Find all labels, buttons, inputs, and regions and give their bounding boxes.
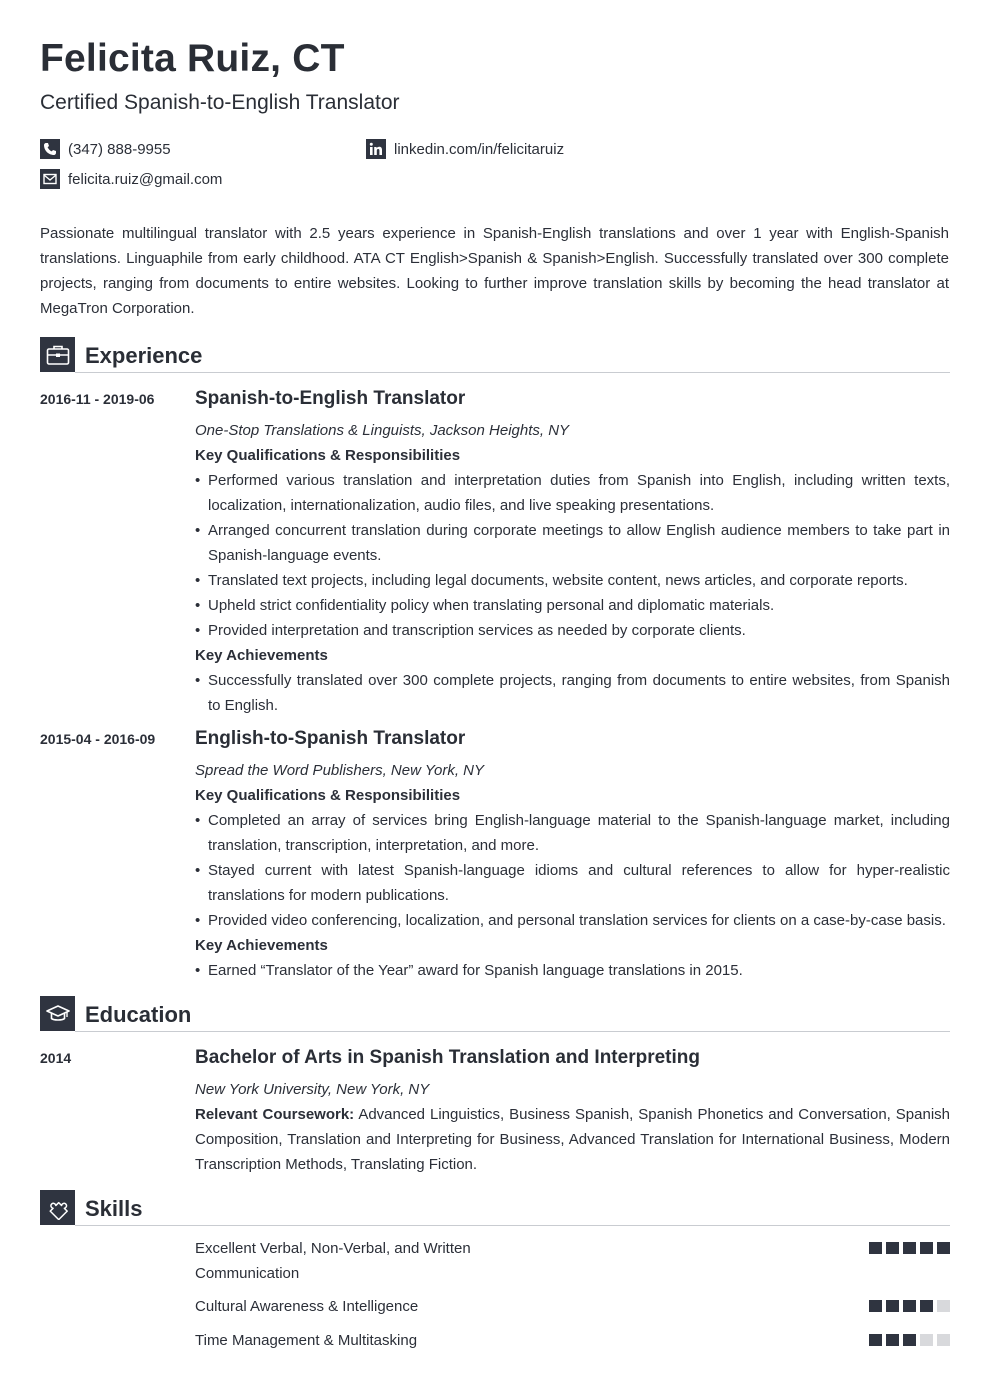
list-item: • Translated text projects, including legal documents, website content, news articles, and corporate reports. xyxy=(195,568,950,593)
list-item: • Completed an array of services bring English-language material to the Spanish-language market, including translation, transcription, interpretation, and more. xyxy=(195,808,950,858)
email-icon xyxy=(40,169,60,189)
linkedin-icon xyxy=(366,139,386,159)
rating-dot-filled xyxy=(903,1242,916,1254)
skills-section-title: Skills xyxy=(85,1196,143,1221)
experience-section-title: Experience xyxy=(85,343,203,368)
list-item: • Upheld strict confidentiality policy when translating personal and diplomatic materials. xyxy=(195,593,950,618)
responsibilities-list xyxy=(195,808,950,933)
education-body xyxy=(195,1048,950,1177)
coursework-text xyxy=(195,1102,950,1177)
responsibilities-label: Key Qualifications & Responsibilities xyxy=(195,447,461,464)
achievements-list xyxy=(195,668,950,718)
candidate-name: Felicita Ruiz, CT xyxy=(40,37,345,80)
rating-dot-filled xyxy=(920,1242,933,1254)
achievements-list xyxy=(195,958,950,983)
skill-rating xyxy=(865,1300,950,1312)
education-section-title: Education xyxy=(85,1002,192,1027)
list-item: • Stayed current with latest Spanish-language idioms and cultural references to allow for hyper-realistic translations for modern publications. xyxy=(195,858,950,908)
list-item: • Arranged concurrent translation during corporate meetings to allow English audience members to take part in Spanish-language events. xyxy=(195,518,950,568)
contact-email xyxy=(40,169,222,189)
responsibilities-list xyxy=(195,468,950,643)
coursework-list: Advanced Linguistics, Business Spanish, Spanish Phonetics and Conversation, Spanish Composition, Translation and Interpreting for Business, Advanced Translation for International Business, Modern Transcription Methods, Translating Fiction. xyxy=(195,1106,950,1173)
education-section-header xyxy=(40,996,950,1032)
phone-text[interactable]: (347) 888-9955 xyxy=(68,140,171,158)
rating-dot-filled xyxy=(920,1300,933,1312)
school-name: New York University, New York, NY xyxy=(195,1081,430,1098)
contact-phone xyxy=(40,139,171,159)
contact-linkedin xyxy=(366,139,564,159)
rating-dot-filled xyxy=(869,1242,882,1254)
achievements-label: Key Achievements xyxy=(195,937,328,954)
rating-dot-filled xyxy=(886,1300,899,1312)
linkedin-text[interactable]: linkedin.com/in/felicitaruiz xyxy=(394,140,565,158)
skill-name: Cultural Awareness & Intelligence xyxy=(195,1298,419,1315)
experience-section-header xyxy=(40,337,950,373)
email-text[interactable]: felicita.ruiz@gmail.com xyxy=(68,170,223,188)
coursework-label: Relevant Coursework: xyxy=(195,1106,355,1123)
achievements-label: Key Achievements xyxy=(195,647,328,664)
candidate-title: Certified Spanish-to-English Translator xyxy=(40,91,400,114)
responsibilities-label: Key Qualifications & Responsibilities xyxy=(195,787,461,804)
rating-dot-filled xyxy=(886,1242,899,1254)
list-item: • Provided interpretation and transcription services as needed by corporate clients. xyxy=(195,618,950,643)
list-item: • Performed various translation and interpretation duties from Spanish into English, including written texts, localization, internationalization, audio files, and live speaking presentations. xyxy=(195,468,950,518)
rating-dot-filled xyxy=(869,1334,882,1346)
briefcase-icon xyxy=(40,337,75,372)
rating-dot-filled xyxy=(903,1300,916,1312)
section-divider xyxy=(75,1031,950,1032)
rating-dot-filled xyxy=(869,1300,882,1312)
experience-body xyxy=(195,389,950,718)
degree-title: Bachelor of Arts in Spanish Translation and Interpreting xyxy=(195,1047,700,1068)
skill-rating xyxy=(865,1242,950,1254)
skill-name: Time Management & Multitasking xyxy=(195,1332,418,1349)
rating-dot-empty xyxy=(937,1300,950,1312)
profile-summary: Passionate multilingual translator with 2.5 years experience in Spanish-English translations and over 1 year with English-Spanish translations. Linguaphile from early childhood. ATA CT English>Spanish & Spanish>English. Successfully translated over 300 complete projects, ranging from documents to entire websites. Looking to further improve translation skills by becoming the head translator at MegaTron Corporation. xyxy=(40,225,949,317)
skills-section-header xyxy=(40,1190,950,1226)
skill-row xyxy=(195,1294,950,1319)
puzzle-icon xyxy=(40,1190,75,1225)
section-divider xyxy=(75,372,950,373)
skill-row xyxy=(195,1236,950,1286)
graduation-cap-icon xyxy=(40,996,75,1031)
skill-rating xyxy=(865,1334,950,1346)
rating-dot-filled xyxy=(903,1334,916,1346)
phone-icon xyxy=(40,139,60,159)
company-name: Spread the Word Publishers, New York, NY xyxy=(195,762,485,779)
rating-dot-filled xyxy=(886,1334,899,1346)
skill-row xyxy=(195,1328,950,1353)
job-title: Spanish-to-English Translator xyxy=(195,388,466,409)
list-item: • Provided video conferencing, localization, and personal translation services for clients on a case-by-case basis. xyxy=(195,908,950,933)
experience-date: 2015-04 - 2016-09 xyxy=(40,731,156,747)
rating-dot-empty xyxy=(937,1334,950,1346)
job-title: English-to-Spanish Translator xyxy=(195,728,466,749)
company-name: One-Stop Translations & Linguists, Jackson Heights, NY xyxy=(195,422,570,439)
education-date: 2014 xyxy=(40,1050,72,1066)
list-item: • Successfully translated over 300 complete projects, ranging from documents to entire websites, from Spanish to English. xyxy=(195,668,950,718)
skill-name: Excellent Verbal, Non-Verbal, and Written Communication xyxy=(195,1240,471,1282)
section-divider xyxy=(75,1225,950,1226)
experience-date: 2016-11 - 2019-06 xyxy=(40,391,155,407)
rating-dot-empty xyxy=(920,1334,933,1346)
rating-dot-filled xyxy=(937,1242,950,1254)
experience-body xyxy=(195,729,950,983)
list-item: • Earned “Translator of the Year” award for Spanish language translations in 2015. xyxy=(195,958,950,983)
